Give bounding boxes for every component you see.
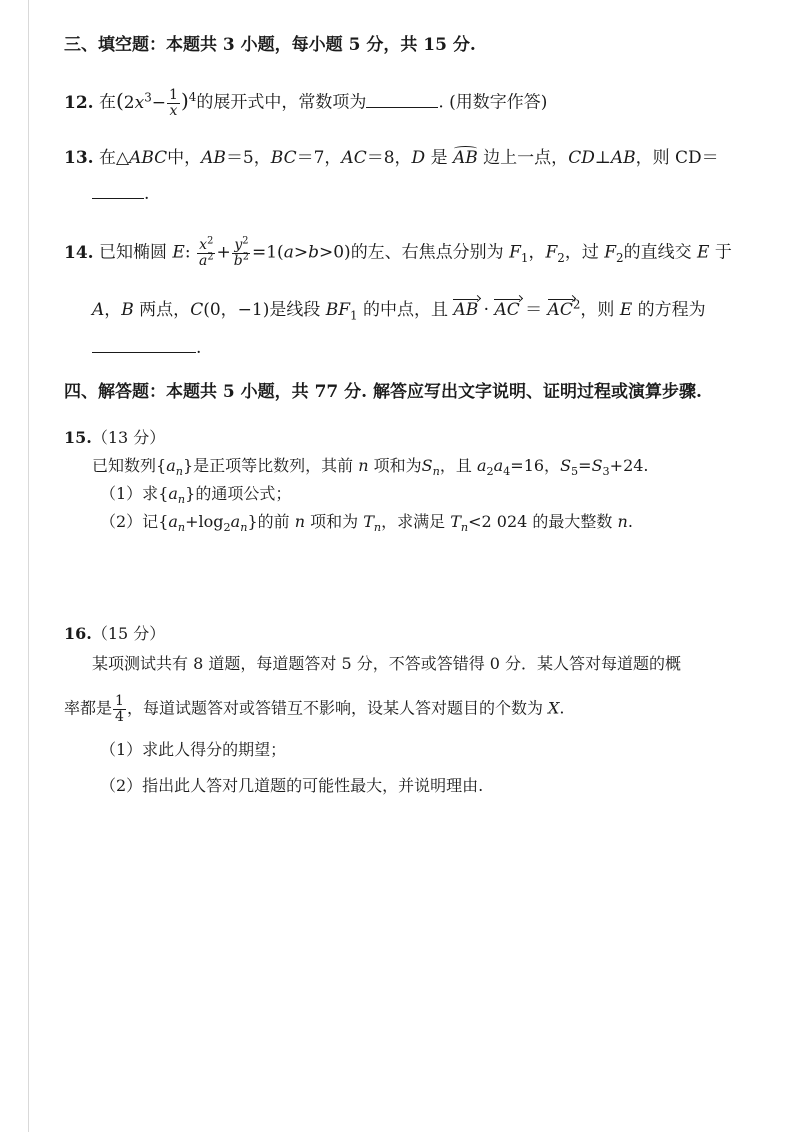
question-16-header: 16.（15 分） [64, 624, 166, 643]
question-16-line-2: 率都是 $\frac{1}{4}$ ，每道试题答对或答错互不影响，设某人答对题目的个数为 X. [64, 693, 565, 725]
q14-vector-ab: AB [453, 300, 479, 320]
q12-fraction: $\frac{1}{x}$ [169, 87, 178, 119]
q14-frac-y: $\frac{y^2}{b^2}$ [233, 235, 249, 269]
question-15-stem: 已知数列$\{a_n\}$是正项等比数列，其前 n 项和为$S_n$，且 $a_2a_4=16$，$S_5=S_3+24$. [92, 456, 649, 479]
question-13-number: 13. [64, 148, 94, 168]
q12-expression: ( [115, 88, 124, 113]
question-16-line-1: 某项测试共有 8 道题，每道题答对 5 分，不答或答错得 0 分．某人答对每道题的概 [92, 654, 682, 673]
q14-frac-x: $\frac{x^2}{a^2}$ [198, 235, 214, 269]
section-4-heading: 四、解答题：本题共 5 小题，共 77 分. 解答应写出文字说明、证明过程或演算步骤. [64, 382, 702, 402]
question-12: 12. 在($2x^3-$ $\frac{1}{x}$ )$^4$的展开式中，常数项为 . (用数字作答) [64, 87, 548, 119]
q14-vector-ac: AC [494, 300, 520, 320]
q14-vector-ac-sq: AC [547, 300, 573, 320]
q14-answer-blank[interactable] [92, 351, 196, 353]
question-15-header: 15.（13 分） [64, 428, 166, 447]
question-14-line-1: 14. 已知椭圆 E: $\frac{x^2}{a^2}$ + $\frac{y^2}{b^2}$ =1(a>b>0)的左、右焦点分别为 $F_1$，$F_2$，过 $F_2$的直线交 E 于 [64, 235, 732, 269]
question-14-line-2: A，B 两点，C(0，−1)是线段 $BF_1$ 的中点，且 AB · AC ＝ $AC^2$，则 E 的方程为 [92, 297, 706, 323]
question-15-part-2: （2）记$\{a_n+\log_2a_n\}$的前 n 项和为 $T_n$，求满足 $T_n<2$ 024 的最大整数 n. [100, 512, 633, 535]
question-12-number: 12. [64, 92, 94, 113]
q13-answer-line: . [92, 186, 149, 203]
q12-answer-blank[interactable] [366, 106, 438, 108]
page-edge-line [28, 0, 29, 1132]
question-15-number: 15. [64, 428, 92, 447]
q13-answer-blank[interactable] [92, 197, 144, 199]
q16-probability-fraction: $\frac{1}{4}$ [115, 693, 124, 725]
section-3-heading: 三、填空题：本题共 3 小题，每小题 5 分，共 15 分. [64, 35, 476, 55]
q14-answer-line: . [92, 340, 201, 357]
question-15-part-1: （1）求$\{a_n\}$的通项公式； [100, 484, 292, 507]
q13-arc-ab: AB [453, 148, 478, 168]
question-16-part-1: （1）求此人得分的期望； [100, 740, 287, 759]
question-14-number: 14. [64, 242, 94, 263]
question-16-number: 16. [64, 624, 92, 643]
question-13: 13. 在△ABC中，AB＝5，BC＝7，AC＝8，D 是 AB 边上一点，CD⊥AB，则 CD＝ [64, 148, 719, 168]
question-16-part-2: （2）指出此人答对几道题的可能性最大，并说明理由. [100, 776, 484, 795]
